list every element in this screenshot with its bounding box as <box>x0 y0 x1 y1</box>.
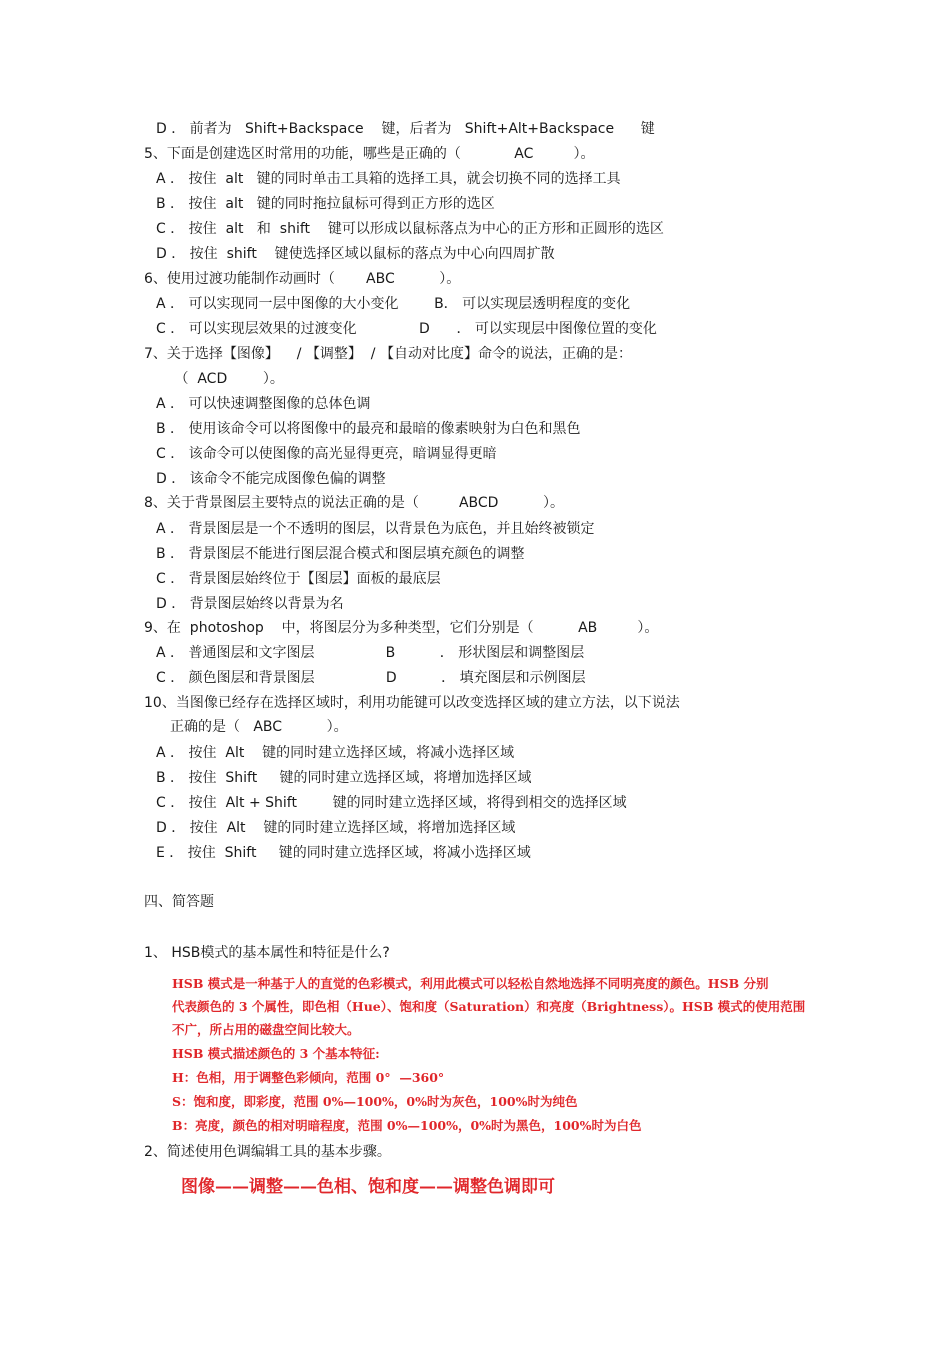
option-line: A ． 普通图层和文字图层 B ． 形状图层和调整图层 <box>156 645 585 661</box>
option-line: C ． 颜色图层和背景图层 D ． 填充图层和示例图层 <box>156 670 586 686</box>
answer-2-text: 图像——调整——色相、饱和度——调整色调即可 <box>181 1177 555 1197</box>
question-line: 6、使用过渡功能制作动画时（ ABC ）。 <box>144 271 461 287</box>
option-line: D ． 按住 Alt 键的同时建立选择区域，将增加选择区域 <box>156 820 516 836</box>
answer-line: 代表颜色的 3 个属性，即色相（Hue）、饱和度（Saturation）和亮度（Brightness）。HSB 模式的使用范围 <box>172 999 806 1014</box>
option-line: E ． 按住 Shift 键的同时建立选择区域，将减小选择区域 <box>156 845 531 861</box>
option-line: A ． 可以快速调整图像的总体色调 <box>156 396 371 412</box>
question-line: 5、下面是创建选区时常用的功能，哪些是正确的（ AC ）。 <box>144 146 595 162</box>
question-line: 9、在 photoshop 中，将图层分为多种类型，它们分别是（ AB ）。 <box>144 620 659 636</box>
answer-line: H：色相，用于调整色彩倾向，范围 0° —360° <box>172 1070 445 1085</box>
option-line: C ． 该命令可以使图像的高光显得更亮，暗调显得更暗 <box>156 446 497 462</box>
answer-line: 不广，所占用的磁盘空间比较大。 <box>172 1022 360 1037</box>
option-line: C ． 背景图层始终位于【图层】面板的最底层 <box>156 571 441 587</box>
answer-line: HSB 模式是一种基于人的直觉的色彩模式，利用此模式可以轻松自然地选择不同明亮度的颜色。HSB 分别 <box>172 976 769 991</box>
option-line: B ． 背景图层不能进行图层混合模式和图层填充颜色的调整 <box>156 546 525 562</box>
question-line: 7、关于选择【图像】 / 【调整】 / 【自动对比度】命令的说法，正确的是： <box>144 346 632 362</box>
question-line: 8、关于背景图层主要特点的说法正确的是（ ABCD ）。 <box>144 495 564 511</box>
option-line: B ． 按住 alt 键的同时拖拉鼠标可得到正方形的选区 <box>156 196 495 212</box>
option-line: C ． 按住 Alt + Shift 键的同时建立选择区域，将得到相交的选择区域 <box>156 795 627 811</box>
question-line: 1、 HSB模式的基本属性和特征是什么? <box>144 945 390 961</box>
question-line: （ ACD ）。 <box>170 371 284 387</box>
option-line: D ． 该命令不能完成图像色偏的调整 <box>156 471 386 487</box>
option-line: D ． 按住 shift 键使选择区域以鼠标的落点为中心向四周扩散 <box>156 246 555 262</box>
option-line: D ． 背景图层始终以背景为名 <box>156 596 344 612</box>
option-line: C ． 可以实现层效果的过渡变化 D ． 可以实现层中图像位置的变化 <box>156 321 657 337</box>
option-line: B ． 按住 Shift 键的同时建立选择区域，将增加选择区域 <box>156 770 532 786</box>
option-line: B ． 使用该命令可以将图像中的最亮和最暗的像素映射为白色和黑色 <box>156 421 581 437</box>
answer-line: B：亮度，颜色的相对明暗程度，范围 0%—100%，0%时为黑色，100%时为白色 <box>172 1118 642 1133</box>
question-line: 正确的是（ ABC ）。 <box>170 719 348 735</box>
question-line: 10、当图像已经存在选择区域时，利用功能键可以改变选择区域的建立方法，以下说法 <box>144 695 680 711</box>
option-line: A ． 按住 Alt 键的同时建立选择区域，将减小选择区域 <box>156 745 515 761</box>
option-line: A ． 背景图层是一个不透明的图层，以背景色为底色，并且始终被锁定 <box>156 521 595 537</box>
option-line: D ． 前者为 Shift+Backspace 键，后者为 Shift+Alt+Backspace 键 <box>156 121 655 137</box>
option-line: A ． 按住 alt 键的同时单击工具箱的选择工具，就会切换不同的选择工具 <box>156 171 621 187</box>
answer-line: S：饱和度，即彩度，范围 0%—100%，0%时为灰色，100%时为纯色 <box>172 1094 578 1109</box>
option-line: C ． 按住 alt 和 shift 键可以形成以鼠标落点为中心的正方形和正圆形的选区 <box>156 221 664 237</box>
section-heading: 四、简答题 <box>144 894 214 910</box>
option-line: A ． 可以实现同一层中图像的大小变化 B． 可以实现层透明程度的变化 <box>156 296 631 312</box>
answer-line: HSB 模式描述颜色的 3 个基本特征: <box>172 1046 380 1061</box>
question-line: 2、简述使用色调编辑工具的基本步骤。 <box>144 1144 391 1160</box>
